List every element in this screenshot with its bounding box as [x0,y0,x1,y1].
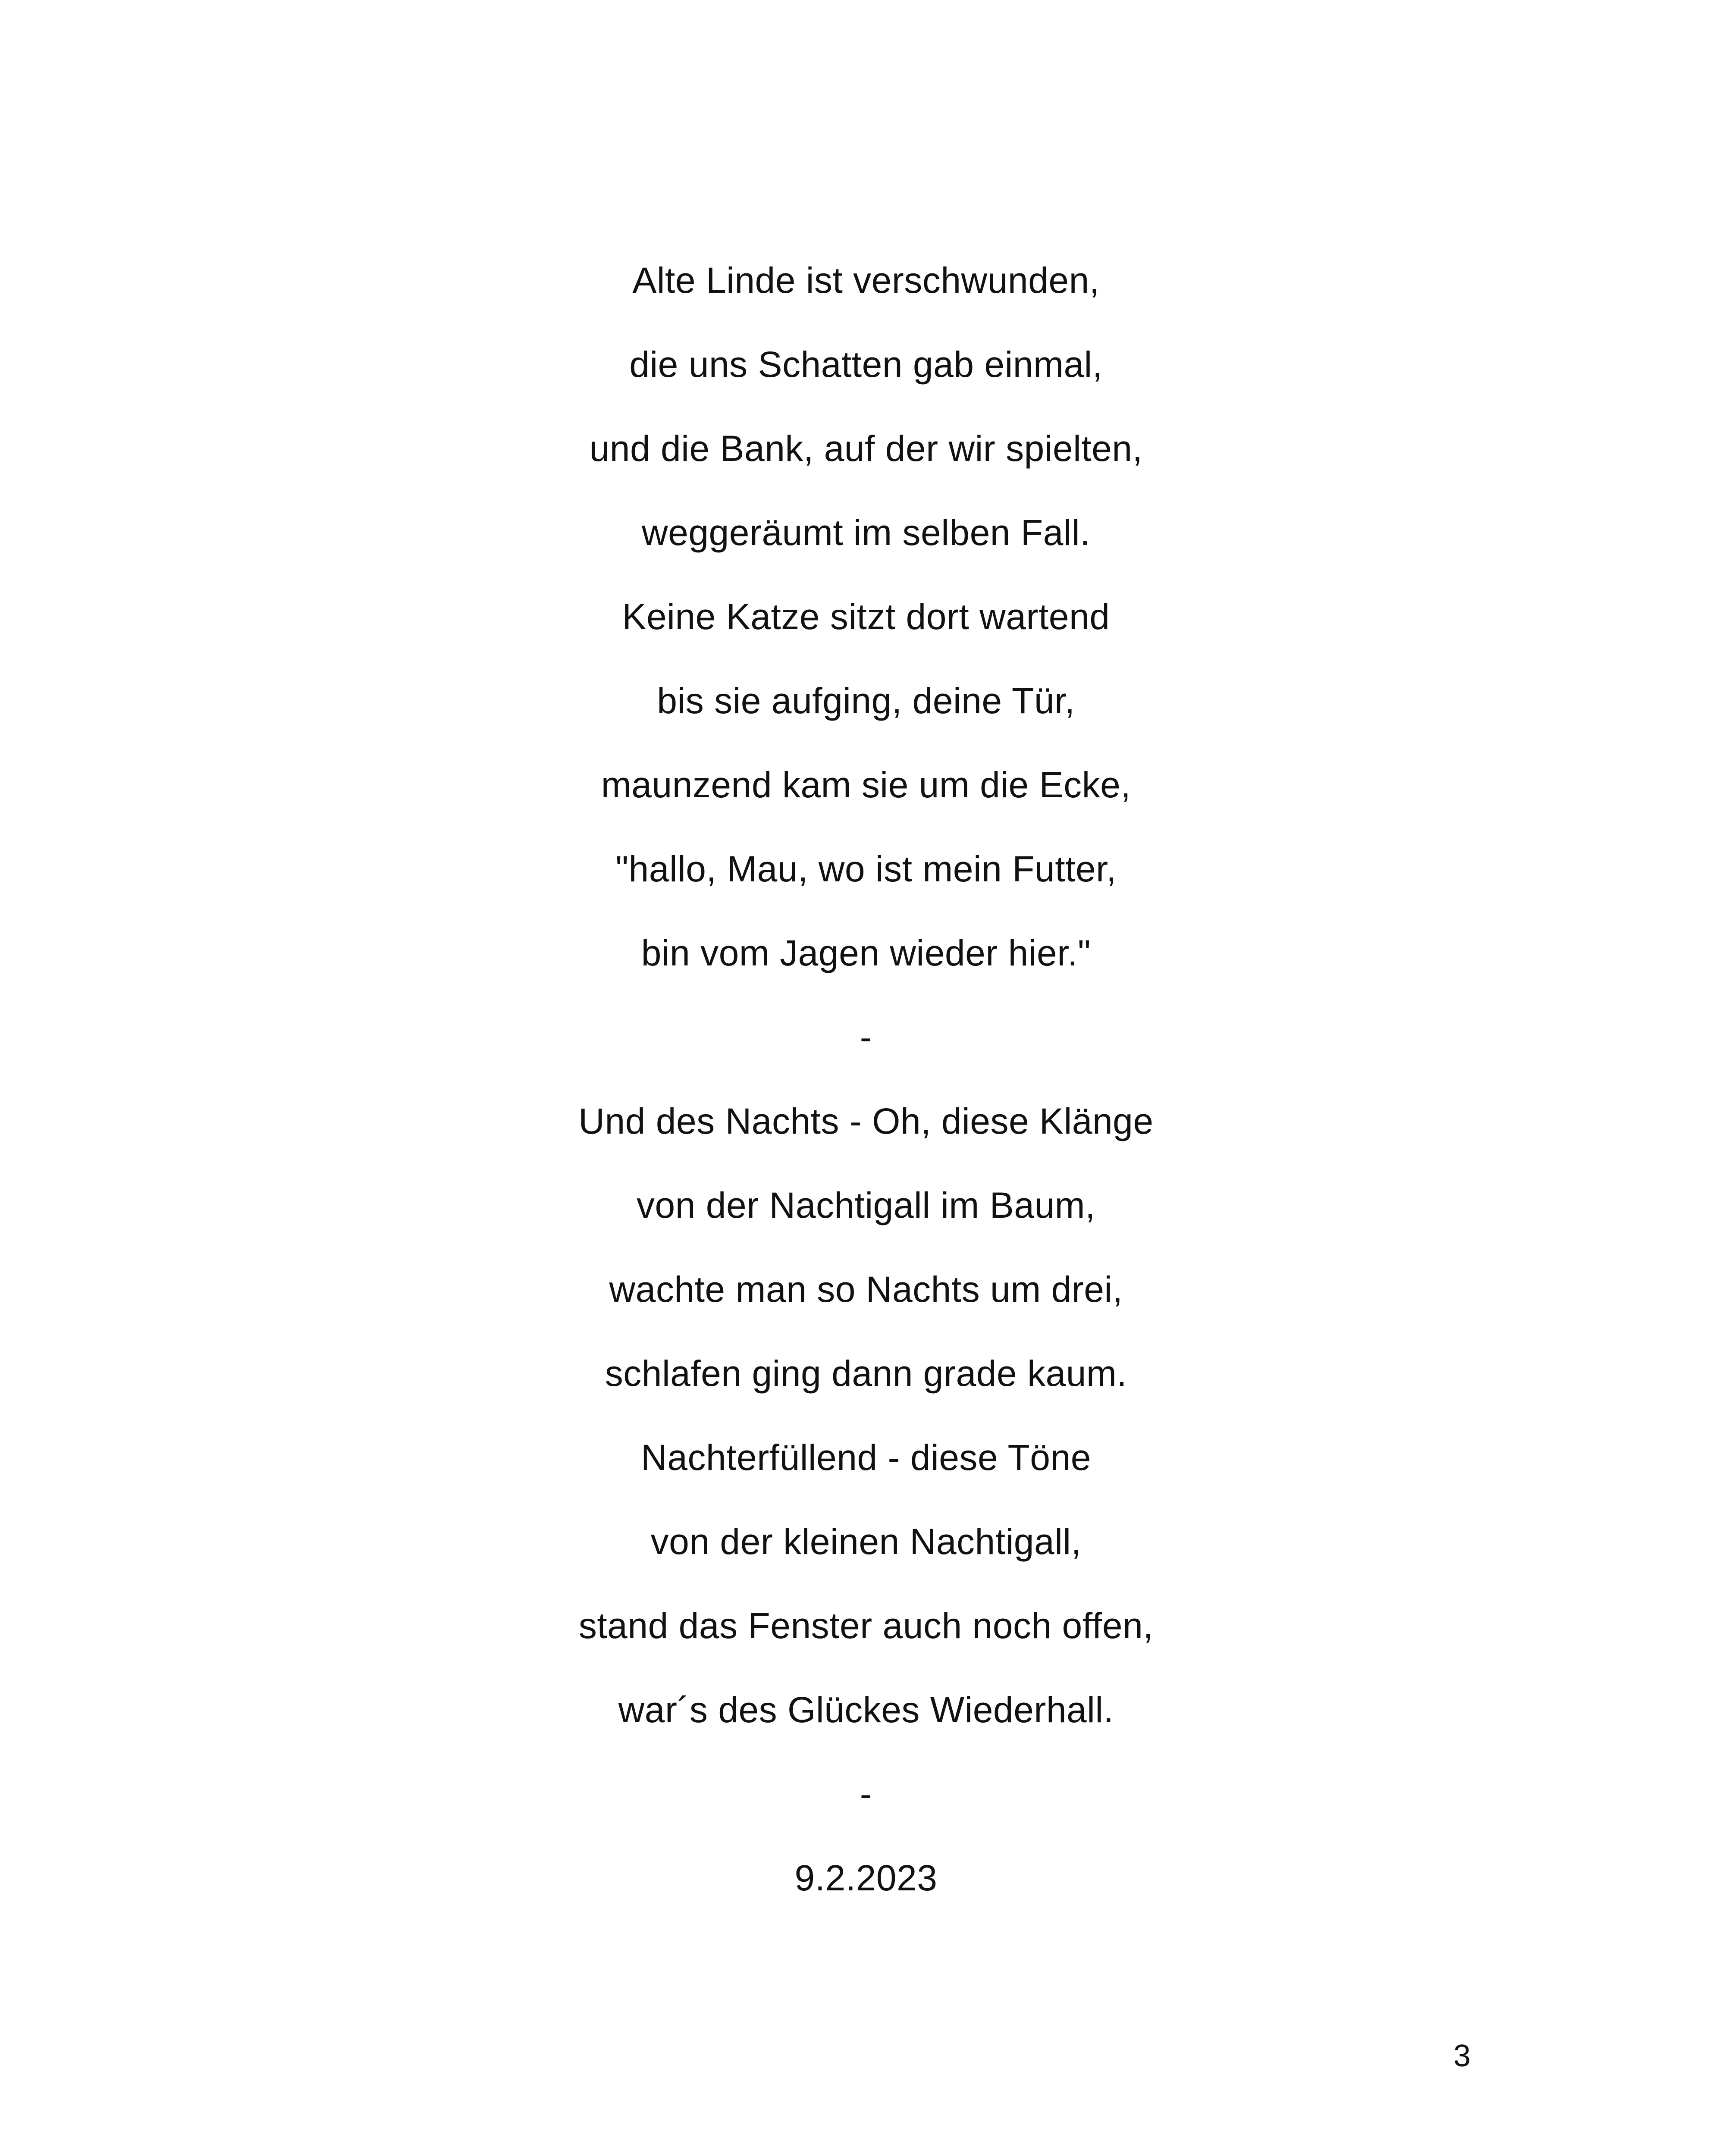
poem-date: 9.2.2023 [794,1858,938,1898]
poem-line: von der Nachtigall im Baum, [637,1185,1095,1225]
stanza-separator: - [860,1774,872,1814]
poem-line: Alte Linde ist verschwunden, [632,260,1100,301]
poem-line: bis sie aufging, deine Tür, [657,680,1075,721]
poem-line: Und des Nachts - Oh, diese Klänge [578,1101,1154,1141]
poem-line: wachte man so Nachts um drei, [609,1269,1123,1310]
stanza-separator: - [860,1017,872,1057]
poem-line: bin vom Jagen wieder hier." [641,933,1091,973]
poem-line: stand das Fenster auch noch offen, [578,1605,1154,1646]
poem-line: von der kleinen Nachtigall, [650,1521,1082,1562]
poem-line: war´s des Glückes Wiederhall. [618,1689,1114,1730]
poem-line: und die Bank, auf der wir spielten, [589,428,1143,469]
poem-line: Nachterfüllend - diese Töne [641,1437,1091,1478]
poem-line: weggeräumt im selben Fall. [641,512,1091,553]
poem-line: Keine Katze sitzt dort wartend [622,596,1110,637]
poem-text [0,252,1732,1934]
page-number: 3 [1453,2039,1471,2073]
poem-line: die uns Schatten gab einmal, [629,344,1103,385]
poem-line: schlafen ging dann grade kaum. [605,1353,1127,1394]
poem-line: "hallo, Mau, wo ist mein Futter, [615,849,1117,889]
poem-line: maunzend kam sie um die Ecke, [601,765,1131,805]
